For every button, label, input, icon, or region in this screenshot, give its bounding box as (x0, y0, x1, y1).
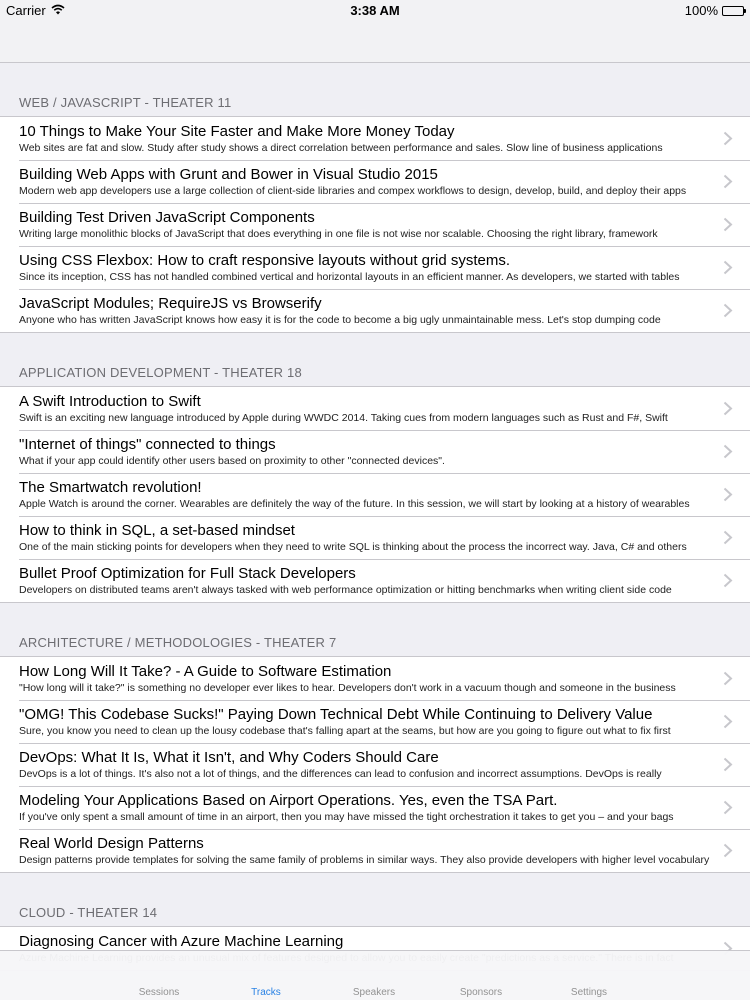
session-description: Swift is an exciting new language introduced by Apple during WWDC 2014. Taking cues from modern languages such as Rust and F#, Swift (19, 412, 668, 424)
tab-speakers[interactable]: Speakers (352, 987, 396, 998)
chevron-right-icon (723, 131, 733, 146)
chevron-right-icon (723, 217, 733, 232)
tab-bar (0, 950, 750, 1000)
session-row[interactable] (0, 700, 750, 743)
session-row[interactable] (0, 117, 750, 160)
session-row[interactable] (0, 743, 750, 786)
session-title: DevOps: What It Is, What it Isn't, and Why Coders Should Care (19, 749, 439, 766)
tab-settings[interactable]: Settings (570, 987, 608, 998)
session-title: The Smartwatch revolution! (19, 479, 202, 496)
session-row[interactable] (0, 657, 750, 700)
status-bar (0, 0, 750, 22)
session-row[interactable] (0, 387, 750, 430)
session-description: What if your app could identify other users based on proximity to other "connected devices". (19, 455, 445, 467)
session-title: How Long Will It Take? - A Guide to Software Estimation (19, 663, 392, 680)
session-title: A Swift Introduction to Swift (19, 393, 201, 410)
chevron-right-icon (723, 444, 733, 459)
tab-sessions[interactable]: Sessions (138, 987, 180, 998)
session-title: Building Web Apps with Grunt and Bower in Visual Studio 2015 (19, 166, 438, 183)
session-row[interactable] (0, 430, 750, 473)
chevron-right-icon (723, 800, 733, 815)
chevron-right-icon (723, 671, 733, 686)
chevron-right-icon (723, 757, 733, 772)
chevron-right-icon (723, 573, 733, 588)
session-description: Developers on distributed teams aren't always tasked with web performance optimization or hitting benchmarks when writing client side code (19, 584, 672, 596)
tab-tracks[interactable]: Tracks (251, 987, 281, 998)
session-description: Apple Watch is around the corner. Wearables are definitely the way of the future. In this session, we will start by looking at a history of wearables (19, 498, 690, 510)
section-header: ARCHITECTURE / METHODOLOGIES - THEATER 7 (19, 635, 337, 650)
session-description: Web sites are fat and slow. Study after study shows a direct correlation between performance and sales. Slow line of business applications (19, 142, 663, 154)
session-description: One of the main sticking points for developers when they need to write SQL is thinking about the process the incorrect way. Java, C# and others (19, 541, 687, 553)
chevron-right-icon (723, 303, 733, 318)
battery-percent: 100% (684, 3, 718, 18)
section-rows (0, 386, 750, 603)
session-description: Writing large monolithic blocks of JavaScript that does everything in one file is not wise nor scalable. Choosing the right library, framework (19, 228, 658, 240)
chevron-right-icon (723, 487, 733, 502)
session-description: If you've only spent a small amount of time in an airport, then you may have missed the tight orchestration it takes to get you – and your bags (19, 811, 674, 823)
section-rows (0, 656, 750, 873)
session-description: "How long will it take?" is something no developer ever likes to hear. Developers don't work in a vacuum though and someone in the business (19, 682, 676, 694)
session-title: JavaScript Modules; RequireJS vs Browserify (19, 295, 322, 312)
session-title: Real World Design Patterns (19, 835, 204, 852)
chevron-right-icon (723, 401, 733, 416)
session-title: How to think in SQL, a set-based mindset (19, 522, 295, 539)
session-title: "Internet of things" connected to things (19, 436, 276, 453)
session-title: Diagnosing Cancer with Azure Machine Learning (19, 933, 344, 950)
tracks-table[interactable] (0, 63, 750, 971)
status-time: 3:38 AM (350, 3, 400, 18)
session-title: "OMG! This Codebase Sucks!" Paying Down Technical Debt While Continuing to Delivery Value (19, 706, 653, 723)
status-right (685, 3, 744, 18)
session-row[interactable] (0, 246, 750, 289)
session-description: DevOps is a lot of things. It's also not a lot of things, and the differences can lead to confusion and incorrect assumptions. DevOps is really (19, 768, 662, 780)
session-row[interactable] (0, 786, 750, 829)
session-row[interactable] (0, 289, 750, 332)
navigation-bar (0, 22, 750, 63)
session-description: Sure, you know you need to clean up the lousy codebase that's falling apart at the seams, but how are you going to figure out what to fix first (19, 725, 671, 737)
session-row[interactable] (0, 203, 750, 246)
session-row[interactable] (0, 559, 750, 602)
chevron-right-icon (723, 260, 733, 275)
session-title: Bullet Proof Optimization for Full Stack Developers (19, 565, 356, 582)
session-title: 10 Things to Make Your Site Faster and Make More Money Today (19, 123, 455, 140)
section-header: WEB / JAVASCRIPT - THEATER 11 (19, 95, 232, 110)
session-row[interactable] (0, 829, 750, 872)
session-title: Building Test Driven JavaScript Components (19, 209, 315, 226)
carrier-label: Carrier (6, 3, 46, 18)
tab-sponsors[interactable]: Sponsors (459, 987, 503, 998)
chevron-right-icon (723, 714, 733, 729)
session-row[interactable] (0, 473, 750, 516)
section-header: APPLICATION DEVELOPMENT - THEATER 18 (19, 365, 302, 380)
section-rows (0, 116, 750, 333)
battery-icon (722, 6, 744, 16)
chevron-right-icon (723, 174, 733, 189)
session-title: Modeling Your Applications Based on Airport Operations. Yes, even the TSA Part. (19, 792, 558, 809)
session-description: Design patterns provide templates for solving the same family of problems in similar ways. They also provide developers with higher level vocabulary (19, 854, 710, 866)
chevron-right-icon (723, 530, 733, 545)
session-description: Modern web app developers use a large collection of client-side libraries and compex workflows to design, develop, build, and deploy their apps (19, 185, 687, 197)
chevron-right-icon (723, 843, 733, 858)
session-row[interactable] (0, 160, 750, 203)
session-description: Anyone who has written JavaScript knows how easy it is for the code to become a big ugly unmaintainable mess. Let's stop dumping code (19, 314, 661, 326)
session-description: Since its inception, CSS has not handled combined vertical and horizontal layouts in an efficient manner. As developers, we started with tables (19, 271, 680, 283)
session-title: Using CSS Flexbox: How to craft responsive layouts without grid systems. (19, 252, 511, 269)
session-row[interactable] (0, 516, 750, 559)
section-header: CLOUD - THEATER 14 (19, 905, 158, 920)
